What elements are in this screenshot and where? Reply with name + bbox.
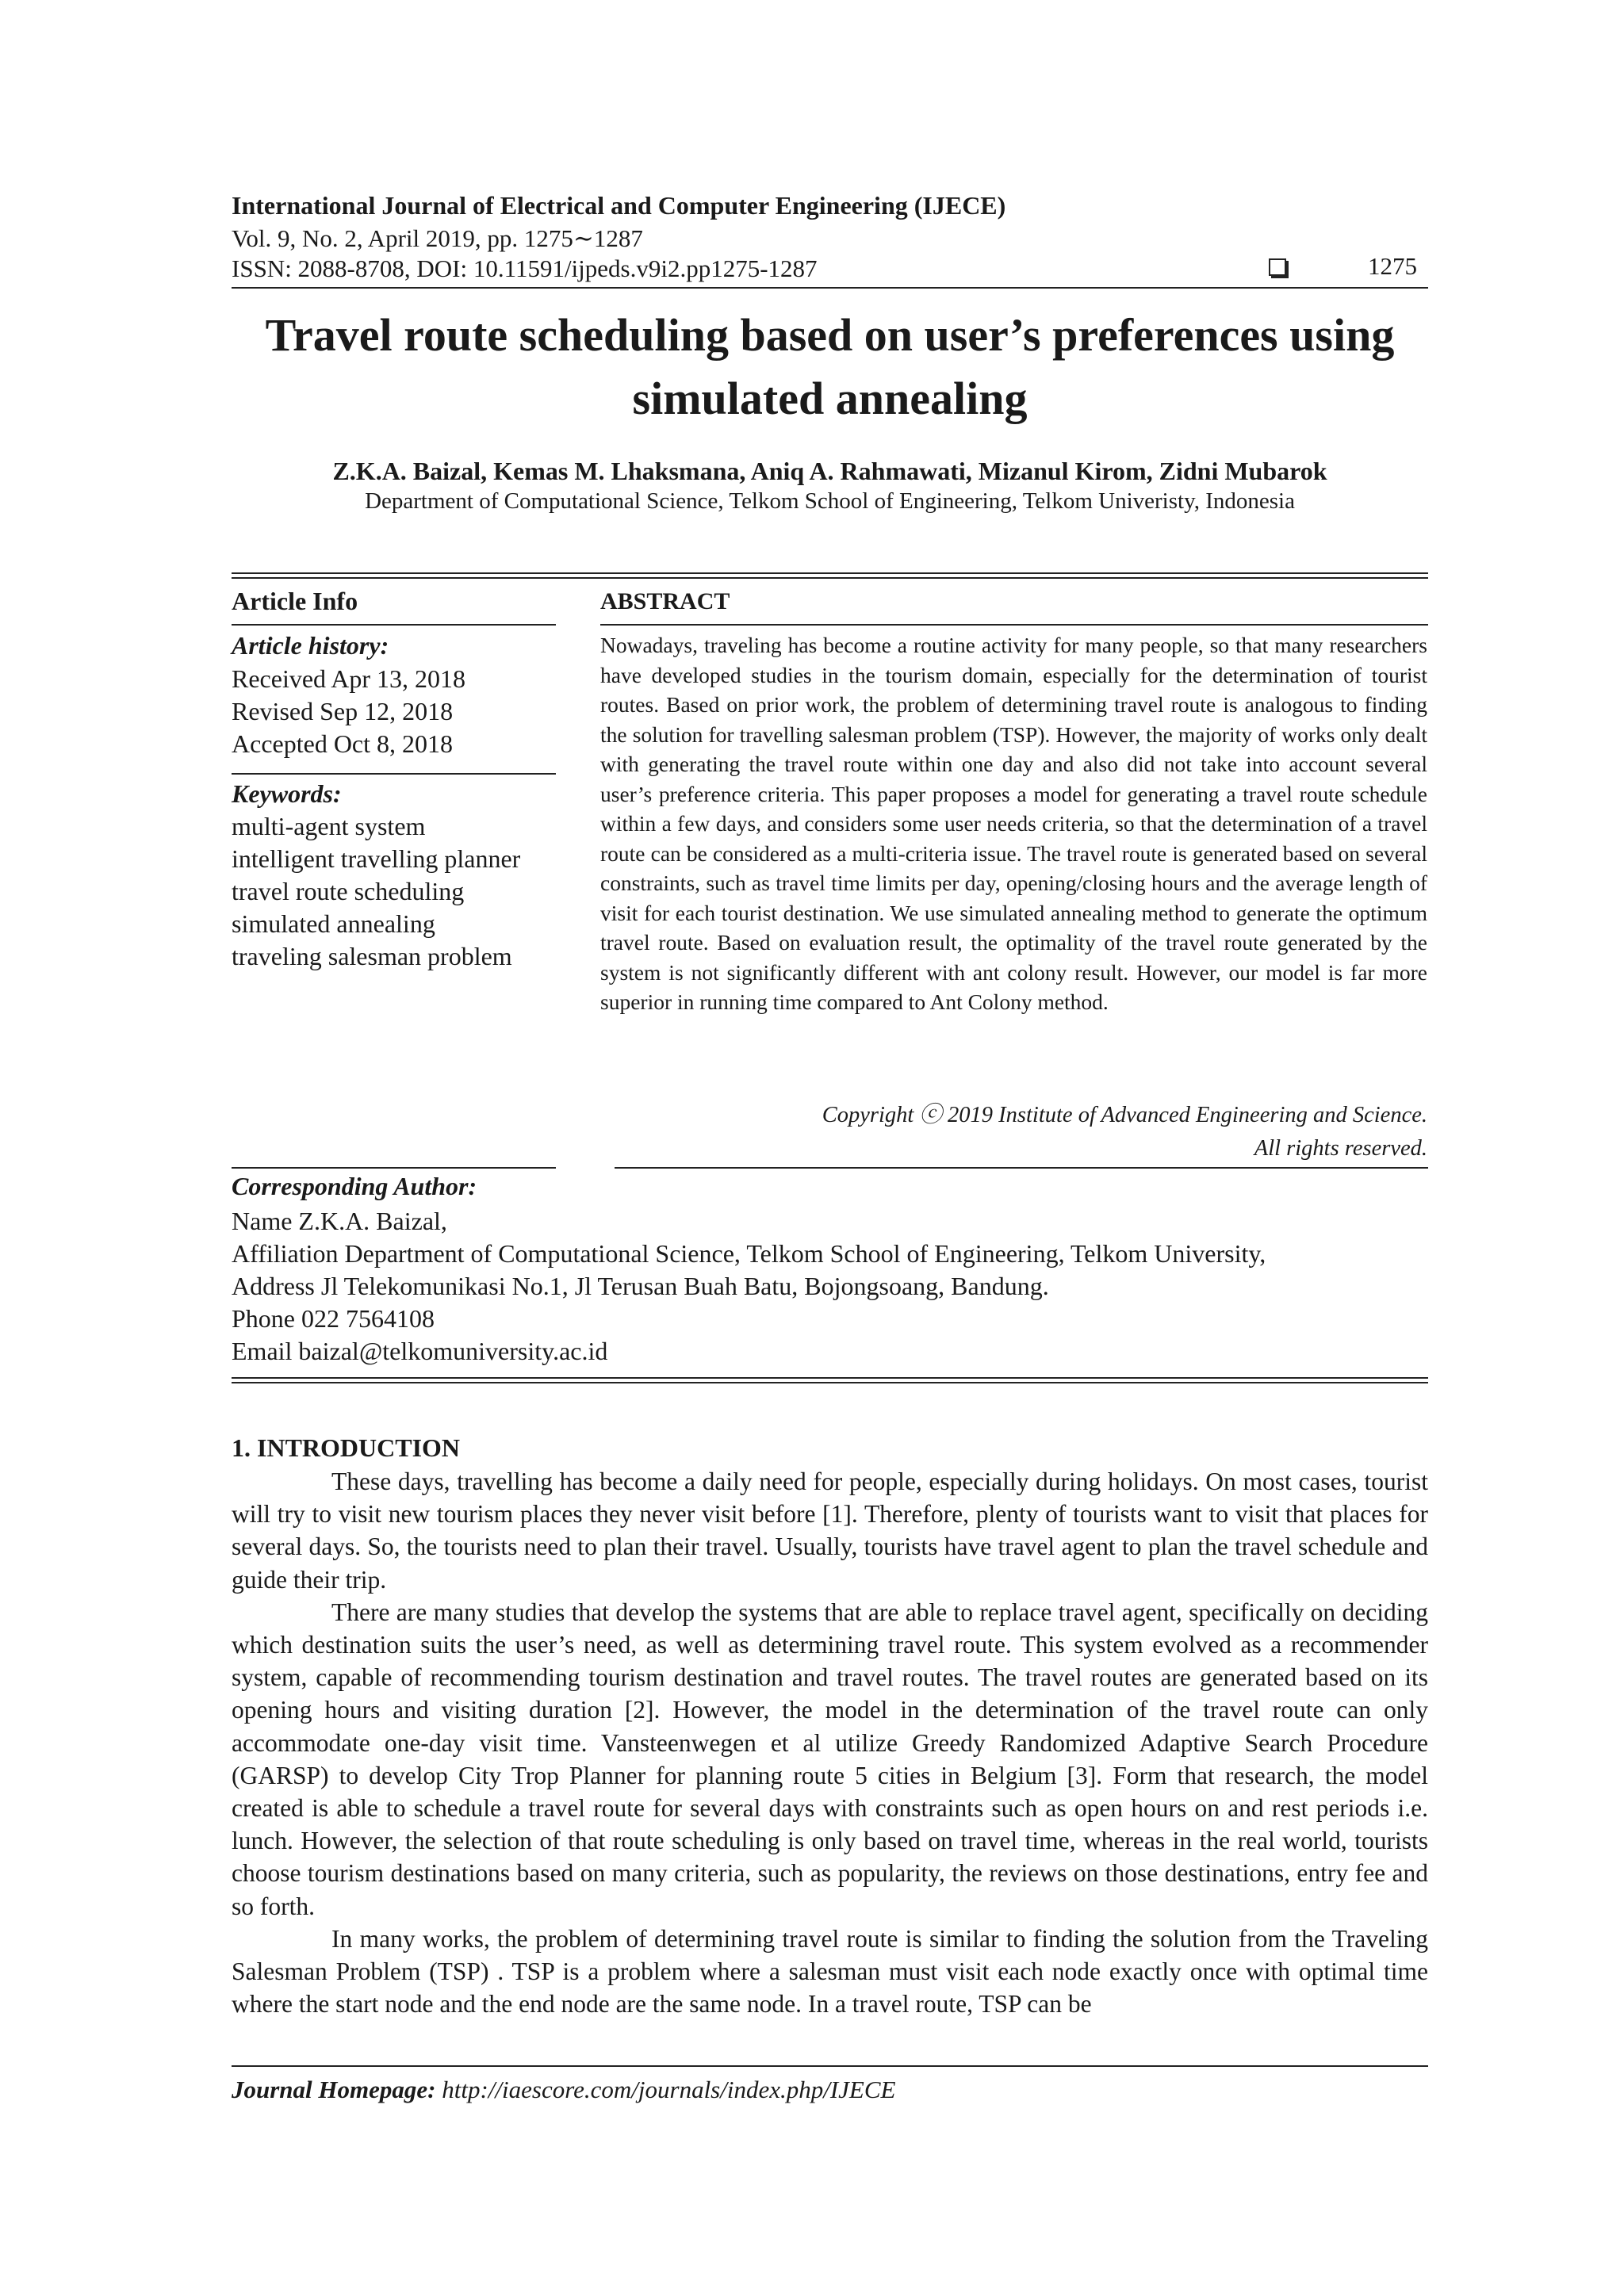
introduction-body [232, 1465, 1428, 2020]
history-revised: Revised Sep 12, 2018 [232, 697, 454, 725]
author-affiliation: Department of Computational Science, Telkom School of Engineering, Telkom Univeristy, Indonesia [365, 488, 1295, 514]
article-info-heading: Article Info [232, 587, 358, 615]
article-info-divider [232, 624, 556, 626]
issn-doi: ISSN: 2088-8708, DOI: 10.11591/ijpeds.v9i2.pp1275-1287 [232, 254, 818, 282]
author-email: Email baizal@telkomuniversity.ac.id [232, 1337, 608, 1365]
keywords-label: Keywords: [232, 779, 342, 808]
keyword-item: multi-agent system [232, 812, 426, 840]
journal-homepage [232, 2076, 895, 2104]
history-accepted: Accepted Oct 8, 2018 [232, 729, 454, 758]
abstract-text: Nowadays, traveling has become a routine activity for many people, so that many researchers have developed studies in the tourism domain, especially for the determination of tourist routes. Based on prior work, the problem of determining travel route is analogous to finding the solution for travelling salesman problem (TSP). However, the majority of works only dealt with generating the travel route within one day and also did not take into account several user’s preference criteria. This paper proposes a model for generating a travel route schedule within a few days, and considers some user needs criteria, so that the determination of a travel route can be considered as a multi-criteria issue. The travel route is generated based on several constraints, such as travel time limits per day, opening/closing hours and the average length of visit for each tourist destination. We use simulated annealing method to generate the optimum travel route. Based on evaluation result, the optimality of the travel route generated by the system is not significantly different with ant colony result. However, our model is far more superior in running time compared to Ant Colony method. [600, 633, 1427, 1014]
author-phone: Phone 022 7564108 [232, 1304, 435, 1333]
page-number: 1275 [1368, 252, 1417, 280]
footer-divider [232, 2065, 1428, 2067]
volume-info: Vol. 9, No. 2, April 2019, pp. 1275∼1287 [232, 224, 643, 252]
body-paragraph: In many works, the problem of determining travel route is similar to finding the solution from the Traveling Salesman Problem (TSP) . TSP is a problem where a salesman must visit each node exactly once with optimal time where the start node and the end node are the same node. In a travel route, TSP can be [232, 1924, 1428, 2019]
article-history [232, 663, 465, 760]
keywords-divider [232, 773, 556, 775]
article-history-label: Article history: [232, 631, 389, 660]
info-top-divider [232, 572, 1428, 579]
abstract-heading: ABSTRACT [600, 588, 730, 614]
keyword-item: intelligent travelling planner [232, 844, 521, 873]
keyword-item: traveling salesman problem [232, 942, 512, 970]
body-paragraph: These days, travelling has become a daily need for people, especially during holidays. On most cases, tourist will try to visit new tourism places they never visit before [1]. Therefore, plenty of tourists want to visit that places for several days. So, the tourists need to plan their travel. Usually, tourists have travel agent to plan the travel schedule and guide their trip. [232, 1468, 1428, 1594]
square-icon [1269, 258, 1286, 276]
header-divider [232, 287, 1428, 289]
keyword-item: simulated annealing [232, 909, 435, 938]
info-bottom-divider [232, 1377, 1428, 1383]
corresponding-author-heading: Corresponding Author: [232, 1172, 477, 1200]
journal-name: International Journal of Electrical and Computer Engineering (IJECE) [232, 191, 1006, 220]
corresponding-author-details [232, 1205, 1266, 1368]
homepage-label: Journal Homepage: [232, 2076, 436, 2103]
author-address: Address Jl Telekomunikasi No.1, Jl Terusan Buah Batu, Bojongsoang, Bandung. [232, 1272, 1049, 1300]
author-list: Z.K.A. Baizal, Kemas M. Lhaksmana, Aniq A. Rahmawati, Mizanul Kirom, Zidni Mubarok [332, 457, 1327, 485]
section-heading-introduction: 1. INTRODUCTION [232, 1433, 461, 1462]
author-name: Name Z.K.A. Baizal, [232, 1207, 447, 1235]
body-paragraph: There are many studies that develop the systems that are able to replace travel agent, specifically on deciding which destination suits the user’s need, as well as determining travel route. This system evolved as a recommender system, capable of recommending tourism destination and travel routes. The travel routes are generated based on its opening hours and visiting duration [2]. However, the model in the determination of the travel route can only accommodate one-day visit time. Vansteenwegen et al utilize Greedy Randomized Adaptive Search Procedure (GARSP) to develop City Trop Planner for planning route 5 cities in Belgium [3]. Form that research, the model created is able to schedule a travel route for several days with constraints such as open hours on and rest periods i.e. lunch. However, the selection of that route scheduling is only based on travel time, whereas in the real world, tourists choose tourism destinations based on many criteria, such as popularity, the reviews on those destinations, entry fee and so forth. [232, 1598, 1428, 1920]
copyright-line: Copyright ⓒ 2019 Institute of Advanced Engineering and Science. [822, 1103, 1427, 1127]
abstract-body [600, 630, 1427, 1017]
corresponding-divider-left [232, 1167, 556, 1169]
corresponding-divider-right [615, 1167, 1428, 1169]
abstract-divider [600, 624, 1428, 626]
title-line-2: simulated annealing [632, 373, 1028, 424]
author-affiliation-line: Affiliation Department of Computational Science, Telkom School of Engineering, Telkom University, [232, 1239, 1266, 1268]
paper-title [232, 304, 1428, 430]
rights-line: All rights reserved. [1254, 1136, 1427, 1161]
history-received: Received Apr 13, 2018 [232, 664, 466, 693]
keyword-list [232, 810, 520, 973]
keyword-item: travel route scheduling [232, 877, 465, 905]
homepage-url[interactable]: http://iaescore.com/journals/index.php/IJECE [442, 2076, 896, 2103]
copyright-notice [600, 1099, 1427, 1165]
title-line-1: Travel route scheduling based on user’s preferences using [265, 309, 1395, 361]
